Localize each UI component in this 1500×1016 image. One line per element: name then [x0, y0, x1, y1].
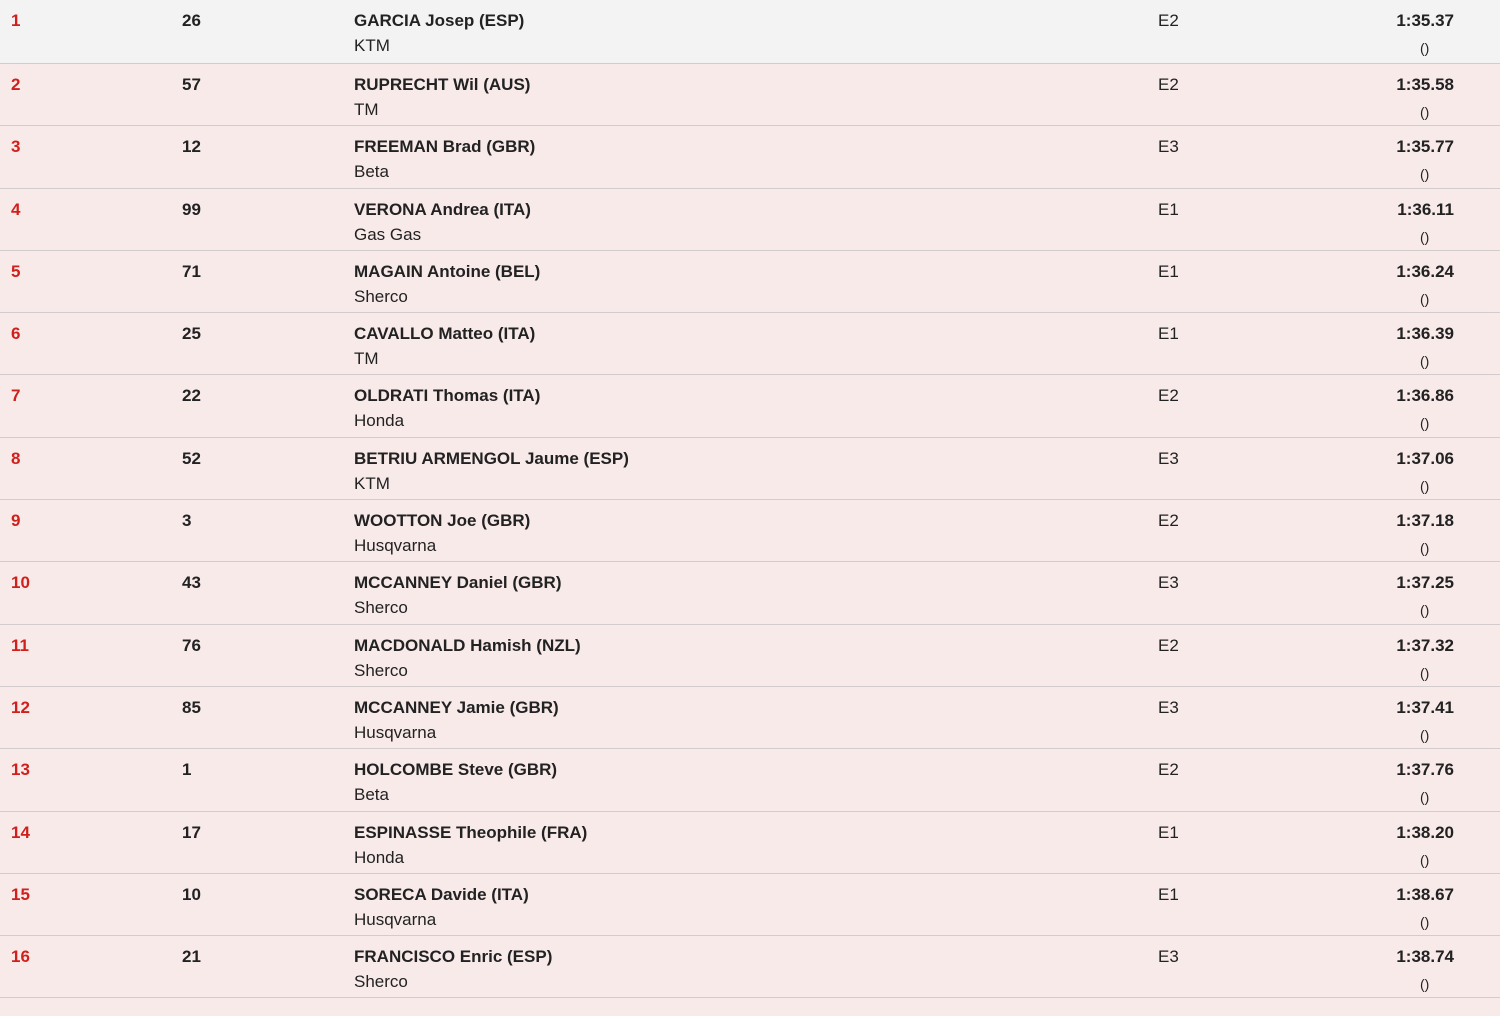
time-cell: 1:38.20 — [1396, 822, 1454, 842]
team-cell: Honda — [354, 847, 405, 867]
time-cell: 1:38.74 — [1396, 947, 1454, 967]
class-cell: E3 — [1158, 448, 1179, 468]
table-row[interactable] — [0, 313, 1500, 375]
table-row[interactable] — [0, 749, 1500, 811]
gap-cell: () — [1420, 789, 1430, 806]
bike-number-cell: 1 — [182, 760, 192, 780]
class-cell: E1 — [1158, 884, 1179, 904]
class-cell: E2 — [1158, 635, 1179, 655]
position-cell: 12 — [11, 697, 30, 717]
position-cell: 3 — [11, 137, 21, 157]
time-cell: 1:35.77 — [1396, 137, 1454, 157]
table-row[interactable] — [0, 64, 1500, 126]
gap-cell: () — [1420, 166, 1430, 183]
bike-number-cell: 71 — [182, 261, 201, 281]
time-cell: 1:35.37 — [1396, 11, 1454, 30]
gap-cell: () — [1420, 913, 1430, 930]
bike-number-cell: 57 — [182, 75, 201, 94]
bike-number-cell: 85 — [182, 697, 201, 717]
bike-number-cell: 21 — [182, 947, 201, 967]
bike-number-cell: 12 — [182, 137, 201, 157]
rider-name-cell[interactable]: FRANCISCO Enric (ESP) — [354, 947, 553, 967]
class-cell: E2 — [1158, 75, 1179, 94]
class-cell: E1 — [1158, 822, 1179, 842]
position-cell: 8 — [11, 448, 21, 468]
class-cell: E2 — [1158, 386, 1179, 406]
table-row[interactable] — [0, 874, 1500, 936]
team-cell: Sherco — [354, 660, 408, 680]
time-cell: 1:37.25 — [1396, 573, 1454, 593]
time-cell: 1:37.76 — [1396, 760, 1454, 780]
gap-cell: () — [1420, 228, 1430, 245]
gap-cell: () — [1420, 353, 1430, 370]
time-cell: 1:35.58 — [1396, 75, 1454, 94]
position-cell: 5 — [11, 261, 21, 281]
gap-cell: () — [1420, 415, 1430, 432]
gap-cell: () — [1420, 40, 1430, 56]
position-cell: 2 — [11, 75, 21, 94]
team-cell: KTM — [354, 36, 390, 55]
bike-number-cell: 52 — [182, 448, 201, 468]
rider-name-cell[interactable]: HOLCOMBE Steve (GBR) — [354, 760, 558, 780]
rider-name-cell[interactable]: VERONA Andrea (ITA) — [354, 199, 531, 219]
rider-name-cell[interactable]: GARCIA Josep (ESP) — [354, 11, 525, 30]
position-cell: 11 — [11, 635, 29, 655]
class-cell: E2 — [1158, 11, 1179, 30]
rider-name-cell[interactable]: MACDONALD Hamish (NZL) — [354, 635, 581, 655]
table-row[interactable] — [0, 500, 1500, 562]
time-cell: 1:37.32 — [1396, 635, 1454, 655]
class-cell: E1 — [1158, 261, 1179, 281]
time-cell: 1:36.24 — [1396, 261, 1454, 281]
rider-name-cell[interactable]: OLDRATI Thomas (ITA) — [354, 386, 541, 406]
position-cell: 1 — [11, 11, 21, 30]
table-row[interactable] — [0, 687, 1500, 749]
table-row[interactable] — [0, 936, 1500, 998]
team-cell: Honda — [354, 411, 405, 431]
table-row[interactable] — [0, 625, 1500, 687]
table-row[interactable] — [0, 126, 1500, 188]
gap-cell: () — [1420, 540, 1430, 557]
rider-name-cell[interactable]: CAVALLO Matteo (ITA) — [354, 324, 536, 344]
class-cell: E2 — [1158, 511, 1179, 531]
rider-name-cell[interactable]: MAGAIN Antoine (BEL) — [354, 261, 541, 281]
gap-cell: () — [1420, 104, 1430, 120]
team-cell: Gas Gas — [354, 224, 422, 244]
position-cell: 10 — [11, 573, 30, 593]
class-cell: E3 — [1158, 947, 1179, 967]
team-cell: Husqvarna — [354, 909, 437, 929]
bike-number-cell: 76 — [182, 635, 201, 655]
gap-cell: () — [1420, 726, 1430, 743]
time-cell: 1:36.11 — [1397, 199, 1454, 219]
team-cell: Sherco — [354, 286, 408, 306]
bike-number-cell: 43 — [182, 573, 201, 593]
position-cell: 9 — [11, 511, 21, 531]
gap-cell: () — [1420, 477, 1430, 494]
bike-number-cell: 10 — [182, 884, 201, 904]
class-cell: E3 — [1158, 697, 1179, 717]
gap-cell: () — [1420, 976, 1430, 993]
rider-name-cell[interactable]: RUPRECHT Wil (AUS) — [354, 75, 531, 94]
position-cell: 16 — [11, 947, 30, 967]
class-cell: E2 — [1158, 760, 1179, 780]
time-cell: 1:36.86 — [1396, 386, 1454, 406]
team-cell: Husqvarna — [354, 536, 437, 556]
rider-name-cell[interactable]: FREEMAN Brad (GBR) — [354, 137, 536, 157]
table-row[interactable] — [0, 189, 1500, 251]
team-cell: Sherco — [354, 598, 408, 618]
rider-name-cell[interactable]: WOOTTON Joe (GBR) — [354, 511, 531, 531]
bike-number-cell: 22 — [182, 386, 201, 406]
team-cell: Sherco — [354, 972, 408, 992]
class-cell: E3 — [1158, 573, 1179, 593]
class-cell: E1 — [1158, 199, 1179, 219]
table-row[interactable] — [0, 562, 1500, 624]
team-cell: Beta — [354, 785, 389, 805]
time-cell: 1:38.67 — [1396, 884, 1454, 904]
position-cell: 7 — [11, 386, 21, 406]
time-cell: 1:37.18 — [1396, 511, 1454, 531]
team-cell: TM — [354, 100, 379, 119]
rider-name-cell[interactable]: ESPINASSE Theophile (FRA) — [354, 822, 588, 842]
team-cell: KTM — [354, 473, 390, 493]
position-cell: 6 — [11, 324, 21, 344]
table-row[interactable] — [0, 0, 1500, 64]
team-cell: TM — [354, 349, 379, 369]
bike-number-cell: 3 — [182, 511, 192, 531]
time-cell: 1:36.39 — [1396, 324, 1454, 344]
gap-cell: () — [1420, 290, 1430, 307]
gap-cell: () — [1420, 664, 1430, 681]
rider-name-cell[interactable]: MCCANNEY Jamie (GBR) — [354, 697, 559, 717]
time-cell: 1:37.41 — [1396, 697, 1454, 717]
bike-number-cell: 26 — [182, 11, 201, 30]
team-cell: Husqvarna — [354, 722, 437, 742]
rider-name-cell[interactable]: MCCANNEY Daniel (GBR) — [354, 573, 562, 593]
position-cell: 13 — [11, 760, 30, 780]
position-cell: 4 — [11, 199, 21, 219]
time-cell: 1:37.06 — [1396, 448, 1454, 468]
table-row[interactable] — [0, 812, 1500, 874]
table-row[interactable] — [0, 375, 1500, 437]
bike-number-cell: 17 — [182, 822, 201, 842]
team-cell: Beta — [354, 162, 389, 182]
class-cell: E1 — [1158, 324, 1179, 344]
bike-number-cell: 25 — [182, 324, 201, 344]
position-cell: 15 — [11, 884, 30, 904]
position-cell: 14 — [11, 822, 30, 842]
bike-number-cell: 99 — [182, 199, 201, 219]
gap-cell: () — [1420, 851, 1430, 868]
rider-name-cell[interactable]: SORECA Davide (ITA) — [354, 884, 529, 904]
class-cell: E3 — [1158, 137, 1179, 157]
table-row[interactable] — [0, 251, 1500, 313]
rider-name-cell[interactable]: BETRIU ARMENGOL Jaume (ESP) — [354, 448, 629, 468]
table-row[interactable] — [0, 438, 1500, 500]
gap-cell: () — [1420, 602, 1430, 619]
